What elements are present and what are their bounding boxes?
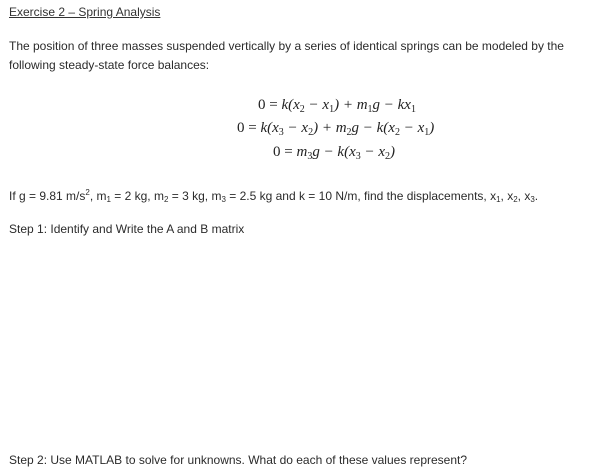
given-values: If g = 9.81 $m/s^2$, $m_1 = 2$ kg, $m_2 = 3$ kg, $m_3 = 2.5$ kg and k = 10 N/m, find the displacements, $x_1$, $x_2$, $x_3$. bbox=[9, 188, 539, 204]
equation-3: $0 = m_3g - k(x_3 - x_2)$ bbox=[273, 144, 396, 162]
step-1-text: Step 1: Identify and Write the A and B matrix bbox=[9, 222, 245, 236]
problem-intro: The position of three masses suspended vertically by a series of identical springs can be modeled by the following steady-state force balances: bbox=[9, 39, 564, 72]
step-2-text: Step 2: Use MATLAB to solve for unknowns. What do each of these values represent? bbox=[9, 453, 468, 467]
equation-2: $0 = k(x_3 - x_2) + m_2g - k(x_2 - x_1)$ bbox=[237, 120, 435, 138]
equation-1: $0 = k(x_2 - x_1) + m_1g - kx_1$ bbox=[258, 97, 416, 115]
exercise-title: Exercise 2 – Spring Analysis bbox=[9, 5, 161, 19]
